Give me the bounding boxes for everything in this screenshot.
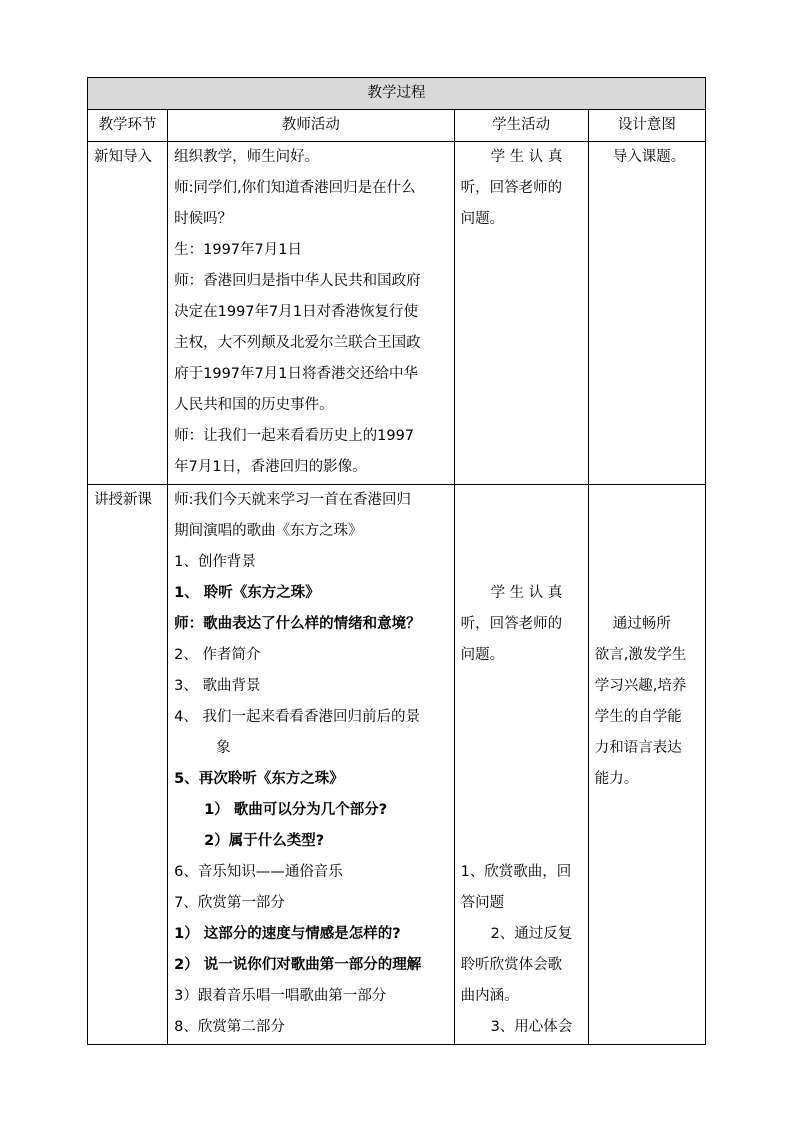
teacher-line: 师:我们今天就来学习一首在香港回归 bbox=[174, 492, 412, 508]
teacher-line: 7、欣赏第一部分 bbox=[174, 895, 285, 911]
intent-line: 导入课题。 bbox=[612, 149, 686, 165]
student-line: 听，回答老师的 bbox=[460, 616, 563, 632]
table-row-new-knowledge bbox=[88, 142, 706, 485]
student-line: 听，回答老师的 bbox=[460, 180, 563, 196]
header-design-intent: 设计意图 bbox=[588, 110, 705, 142]
student-spacer bbox=[461, 795, 582, 826]
student-spacer bbox=[461, 764, 582, 795]
teacher-line: 府于1997年7月1日将香港交还给中华 bbox=[174, 366, 418, 382]
teacher-line: 人民共和国的历史事件。 bbox=[174, 397, 334, 413]
teacher-line: 师:同学们,你们知道香港回归是在什么 bbox=[174, 180, 416, 196]
student-spacer bbox=[461, 485, 582, 516]
table-header-row bbox=[88, 110, 706, 142]
intent-spacer bbox=[595, 547, 699, 578]
intent-spacer bbox=[595, 516, 699, 547]
teacher-line: 1） 歌曲可以分为几个部分? bbox=[204, 802, 388, 818]
teacher-line: 2、 作者简介 bbox=[174, 647, 261, 663]
intent-line: 能力。 bbox=[594, 771, 639, 787]
intent-line: 欲言,激发学生 bbox=[594, 647, 687, 663]
student-line: 问题。 bbox=[460, 647, 505, 663]
student-spacer bbox=[461, 826, 582, 857]
teacher-line: 2） 说一说你们对歌曲第一部分的理解 bbox=[174, 957, 422, 973]
student-spacer bbox=[461, 702, 582, 733]
teacher-line: 6、音乐知识——通俗音乐 bbox=[174, 864, 343, 880]
student-spacer bbox=[461, 733, 582, 764]
student-line: 曲内涵。 bbox=[460, 988, 519, 1004]
student-line: 学 生 认 真 bbox=[490, 585, 563, 601]
intent-line: 力和语言表达 bbox=[594, 740, 682, 756]
student-line: 3、用心体会 bbox=[490, 1019, 573, 1035]
teacher-line: 师：歌曲表达了什么样的情绪和意境？ bbox=[174, 616, 421, 632]
teacher-line: 1、创作背景 bbox=[174, 554, 256, 570]
teacher-activity-cell bbox=[168, 142, 454, 485]
student-line: 聆听欣赏体会歌 bbox=[460, 957, 563, 973]
student-line: 学 生 认 真 bbox=[490, 149, 563, 165]
student-spacer bbox=[461, 516, 582, 547]
student-line: 2、通过反复 bbox=[490, 926, 573, 942]
table-row-new-lesson bbox=[88, 485, 706, 1045]
teacher-line: 时候吗？ bbox=[174, 211, 233, 227]
teacher-line: 决定在1997年7月1日对香港恢复行使 bbox=[174, 304, 418, 320]
student-spacer bbox=[461, 547, 582, 578]
teacher-line: 1） 这部分的速度与情感是怎样的? bbox=[174, 926, 401, 942]
intent-line: 学习兴趣,培养 bbox=[594, 678, 687, 694]
design-intent-cell bbox=[588, 485, 705, 1045]
student-line: 答问题 bbox=[460, 895, 505, 911]
intent-line: 学生的自学能 bbox=[594, 709, 682, 725]
teacher-line: 2）属于什么类型? bbox=[204, 833, 325, 849]
teacher-line: 3、 歌曲背景 bbox=[174, 678, 261, 694]
teacher-line: 4、 我们一起来看看香港回归前后的景 bbox=[174, 709, 420, 725]
student-activity-cell bbox=[454, 485, 588, 1045]
stage-cell: 讲授新课 bbox=[88, 485, 168, 1045]
teacher-line: 师：让我们一起来看看历史上的1997 bbox=[174, 428, 415, 444]
header-stage: 教学环节 bbox=[88, 110, 168, 142]
teacher-line: 象 bbox=[216, 740, 231, 756]
teacher-line: 师：香港回归是指中华人民共和国政府 bbox=[174, 273, 421, 289]
header-teacher-activity: 教师活动 bbox=[168, 110, 454, 142]
stage-cell: 新知导入 bbox=[88, 142, 168, 485]
teacher-line: 5、再次聆听《东方之珠》 bbox=[174, 771, 344, 787]
teacher-line: 年7月1日，香港回归的影像。 bbox=[174, 459, 367, 475]
teacher-line: 主权，大不列颠及北爱尔兰联合王国政 bbox=[174, 335, 421, 351]
intent-spacer bbox=[595, 578, 699, 609]
table-title: 教学过程 bbox=[88, 78, 706, 110]
teacher-line: 3）跟着音乐唱一唱歌曲第一部分 bbox=[174, 988, 387, 1004]
student-line: 1、欣赏歌曲，回 bbox=[460, 864, 572, 880]
teacher-line: 组织教学，师生问好。 bbox=[174, 149, 320, 165]
teaching-process-table bbox=[87, 77, 706, 1045]
header-student-activity: 学生活动 bbox=[454, 110, 588, 142]
teacher-line: 生：1997年7月1日 bbox=[174, 242, 302, 258]
intent-line: 通过畅所 bbox=[612, 616, 671, 632]
design-intent-cell bbox=[588, 142, 705, 485]
teacher-activity-cell bbox=[168, 485, 454, 1045]
teacher-line: 1、 聆听《东方之珠》 bbox=[174, 585, 320, 601]
student-spacer bbox=[461, 671, 582, 702]
teacher-line: 期间演唱的歌曲《东方之珠》 bbox=[174, 523, 363, 539]
table-title-row bbox=[88, 78, 706, 110]
student-line: 问题。 bbox=[460, 211, 505, 227]
teacher-line: 8、欣赏第二部分 bbox=[174, 1019, 285, 1035]
intent-spacer bbox=[595, 485, 699, 516]
student-activity-cell bbox=[454, 142, 588, 485]
